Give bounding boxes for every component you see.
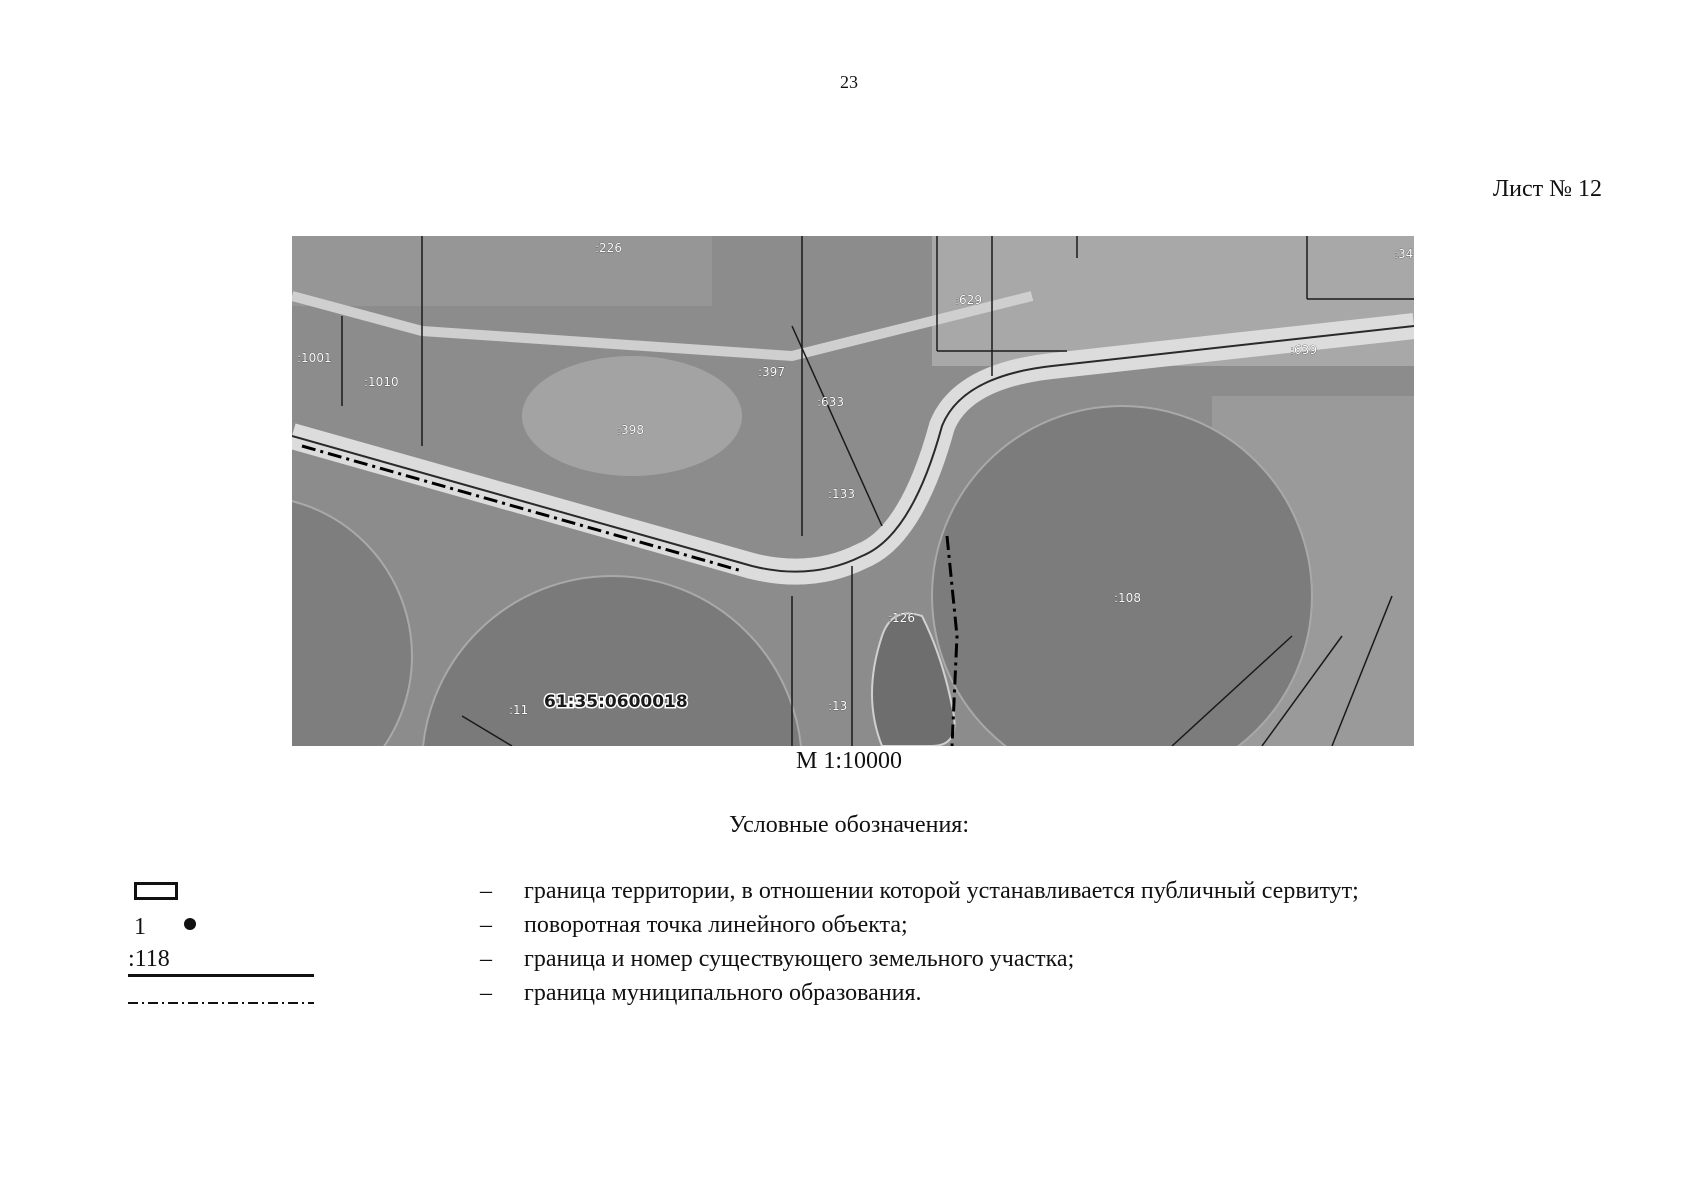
- legend-dash: –: [480, 878, 492, 904]
- municipal-boundary-line: [128, 1000, 314, 1006]
- servitude-boundary-symbol: [134, 882, 178, 900]
- parcel-label: :126: [888, 611, 915, 625]
- legend-text: граница муниципального образования.: [524, 980, 922, 1006]
- parcel-label: :11: [509, 703, 529, 717]
- legend-text: граница и номер существующего земельного участка;: [524, 946, 1075, 972]
- parcel-label: :397: [758, 365, 785, 379]
- legend-text: граница территории, в отношении которой устанавливается публичный сервитут;: [524, 878, 1359, 904]
- parcel-label: :226: [595, 241, 622, 255]
- legend-symbol-dash-dot: [128, 978, 318, 1012]
- sheet-label: Лист № 12: [1492, 176, 1602, 202]
- legend-dash: –: [480, 980, 492, 1006]
- parcel-label: :34: [1394, 247, 1414, 261]
- turning-point-dot: [184, 918, 196, 930]
- parcel-number-sample: :118: [128, 946, 170, 972]
- parcel-label: :639: [1290, 343, 1317, 357]
- map-canvas: [292, 236, 1414, 746]
- legend-dash: –: [480, 946, 492, 972]
- legend-item-turning-point: [0, 910, 1698, 944]
- field-patch-top-left: [292, 236, 712, 306]
- parcel-label: :398: [617, 423, 644, 437]
- parcel-boundary-line: [128, 974, 314, 977]
- map-scale: М 1:10000: [795, 748, 902, 774]
- legend-dash: –: [480, 912, 492, 938]
- legend-symbol-point: [128, 910, 318, 944]
- cadastral-quarter-label: 61:35:0600018: [544, 692, 688, 712]
- cadastral-map: [292, 236, 1414, 746]
- parcel-label: :1010: [364, 375, 399, 389]
- field-patch-light: [522, 356, 742, 476]
- legend-symbol-rectangle: [128, 876, 318, 910]
- legend-item-servitude: [0, 876, 1698, 910]
- legend-title: Условные обозначения:: [728, 812, 970, 838]
- parcel-label: :133: [828, 487, 855, 501]
- parcel-label: :629: [955, 293, 982, 307]
- parcel-label: :13: [828, 699, 848, 713]
- point-number: 1: [134, 914, 146, 940]
- parcel-label: :633: [817, 395, 844, 409]
- legend-symbol-parcel-line: [128, 944, 318, 978]
- legend-text: поворотная точка линейного объекта;: [524, 912, 908, 938]
- legend-item-parcel-boundary: [0, 944, 1698, 978]
- parcel-label: :108: [1114, 591, 1141, 605]
- parcel-label: :1001: [297, 351, 332, 365]
- legend-item-municipal-boundary: [0, 978, 1698, 1012]
- page-number: 23: [840, 72, 858, 92]
